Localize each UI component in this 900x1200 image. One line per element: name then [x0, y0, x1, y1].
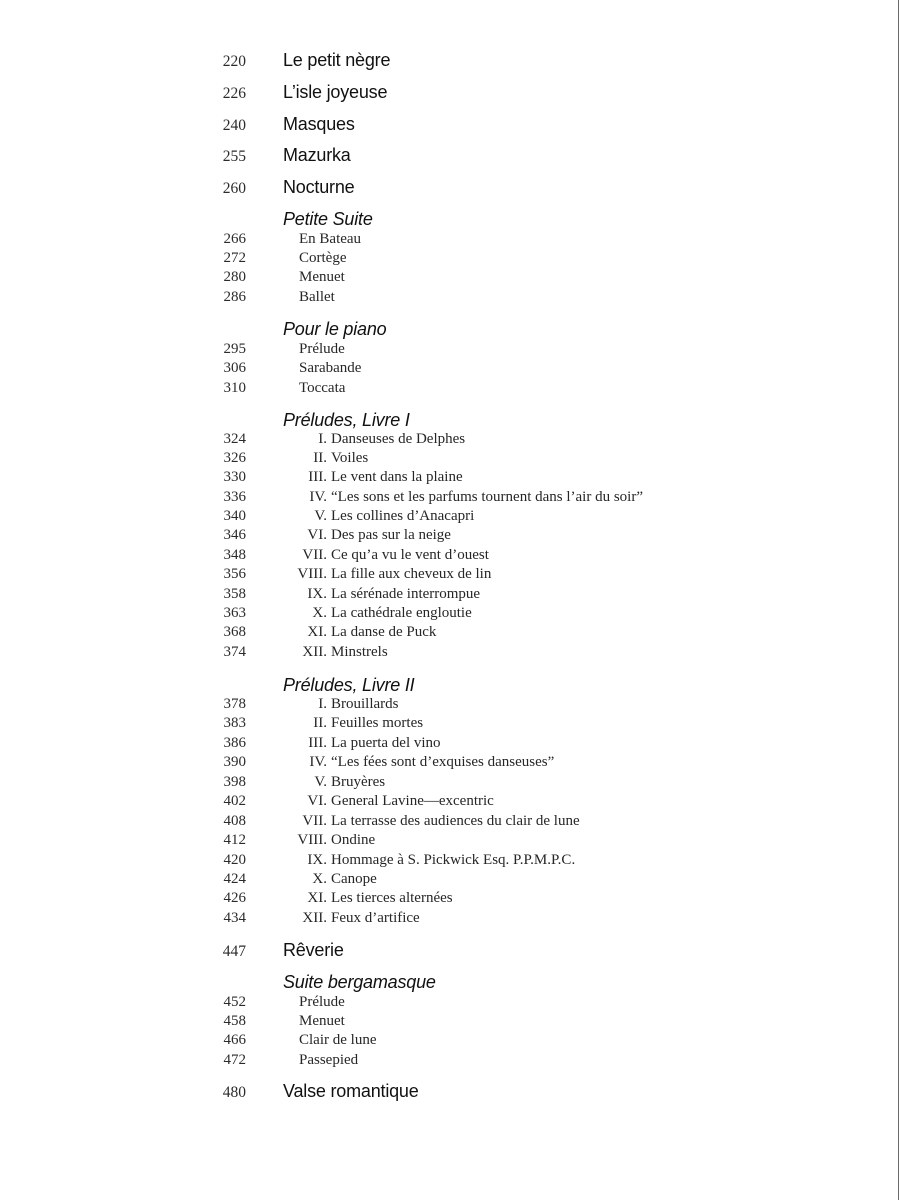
prelude-number: I. [318, 431, 327, 447]
page-number: 266 [223, 231, 246, 247]
page-number: 326 [223, 450, 246, 466]
page-number: 426 [223, 890, 246, 906]
group-heading-preludes-livre-1: Préludes, Livre I [283, 410, 410, 430]
prelude-number: II. [313, 715, 327, 731]
group-heading-petite-suite: Petite Suite [283, 209, 373, 229]
page-number: 378 [223, 696, 246, 712]
prelude-number: III. [308, 469, 327, 485]
page-number: 240 [222, 117, 246, 134]
entry-title: La terrasse des audiences du clair de lune [331, 813, 580, 829]
entry-title: Passepied [299, 1052, 359, 1068]
entry-title: Danseuses de Delphes [331, 431, 466, 447]
page-number: 472 [223, 1052, 246, 1068]
entry-title: Les tierces alternées [331, 890, 453, 906]
entry-title: La fille aux cheveux de lin [331, 566, 492, 582]
entry-title: Les collines d’Anacapri [331, 508, 475, 524]
page-number: 480 [222, 1084, 246, 1101]
prelude-number: IX. [307, 586, 327, 602]
prelude-number: IX. [307, 852, 327, 868]
entry-title: Toccata [299, 380, 346, 396]
entry-title: La puerta del vino [331, 735, 441, 751]
prelude-number: VII. [302, 813, 327, 829]
entry-title: Masques [283, 114, 355, 134]
page-number: 310 [223, 380, 246, 396]
entry-title: Voiles [331, 450, 369, 466]
entry-title: Valse romantique [283, 1081, 419, 1101]
page-number: 255 [222, 148, 246, 165]
entry-title: “Les fées sont d’exquises danseuses” [331, 754, 555, 770]
prelude-number: XI. [307, 624, 327, 640]
prelude-number: XII. [302, 910, 327, 926]
entry-title: Prélude [299, 341, 345, 357]
entry-title: La cathédrale engloutie [331, 605, 472, 621]
entry-title: Menuet [299, 1013, 345, 1029]
page-number: 330 [223, 469, 246, 485]
page-number: 272 [223, 250, 246, 266]
page-number: 368 [223, 624, 246, 640]
page-number: 340 [223, 508, 246, 524]
prelude-number: XII. [302, 644, 327, 660]
page-number: 452 [223, 994, 246, 1010]
entry-title: “Les sons et les parfums tournent dans l’air du soir” [331, 489, 644, 505]
page-number: 346 [223, 527, 246, 543]
entry-title: Ondine [331, 832, 376, 848]
page-number: 336 [223, 489, 246, 505]
page-edge [898, 0, 899, 1200]
entry-title: Brouillards [331, 696, 399, 712]
prelude-number: VIII. [297, 832, 327, 848]
page-number: 386 [223, 735, 246, 751]
prelude-number: IV. [309, 754, 327, 770]
page-number: 398 [223, 774, 246, 790]
page-number: 466 [223, 1032, 246, 1048]
group-heading-pour-le-piano: Pour le piano [283, 319, 387, 339]
prelude-number: X. [312, 605, 327, 621]
page-number: 280 [223, 269, 246, 285]
prelude-number: VI. [307, 793, 327, 809]
entry-title: Rêverie [283, 940, 344, 960]
prelude-number: I. [318, 696, 327, 712]
group-heading-suite-bergamasque: Suite bergamasque [283, 972, 436, 992]
page-number: 408 [223, 813, 246, 829]
entry-title: Clair de lune [299, 1032, 377, 1048]
page-number: 220 [222, 53, 246, 70]
page-number: 363 [223, 605, 246, 621]
page-number: 348 [223, 547, 246, 563]
entry-title: Ce qu’a vu le vent d’ouest [331, 547, 489, 563]
prelude-number: V. [314, 508, 327, 524]
entry-title: La danse de Puck [331, 624, 437, 640]
prelude-number: VI. [307, 527, 327, 543]
entry-title: Le petit nègre [283, 50, 391, 70]
page-number: 412 [223, 832, 246, 848]
entry-title: Canope [331, 871, 377, 887]
entry-title: Ballet [299, 289, 335, 305]
page-number: 434 [223, 910, 246, 926]
entry-title: Minstrels [331, 644, 388, 660]
entry-title: Menuet [299, 269, 345, 285]
page-number: 447 [222, 943, 246, 960]
entry-title: Feuilles mortes [331, 715, 424, 731]
page-number: 383 [223, 715, 246, 731]
prelude-number: VIII. [297, 566, 327, 582]
prelude-number: III. [308, 735, 327, 751]
entry-title: Cortège [299, 250, 347, 266]
page-number: 374 [223, 644, 246, 660]
entry-title: Bruyères [331, 774, 386, 790]
entry-title: La sérénade interrompue [331, 586, 481, 602]
page-number: 356 [223, 566, 246, 582]
entry-title: Feux d’artifice [331, 910, 420, 926]
entry-title: Prélude [299, 994, 345, 1010]
page-number: 420 [223, 852, 246, 868]
entry-title: Hommage à S. Pickwick Esq. P.P.M.P.C. [331, 852, 576, 868]
prelude-number: IV. [309, 489, 327, 505]
page-number: 226 [222, 85, 246, 102]
group-heading-preludes-livre-2: Préludes, Livre II [283, 675, 415, 695]
page-number: 458 [223, 1013, 246, 1029]
entry-title: Mazurka [283, 145, 351, 165]
page-number: 295 [223, 341, 246, 357]
page-number: 324 [223, 431, 246, 447]
entry-title: Le vent dans la plaine [331, 469, 463, 485]
prelude-number: VII. [302, 547, 327, 563]
entry-title: Sarabande [299, 360, 362, 376]
entry-title: En Bateau [299, 231, 362, 247]
prelude-number: X. [312, 871, 327, 887]
page-number: 306 [223, 360, 246, 376]
entry-title: L’isle joyeuse [283, 82, 388, 102]
page-number: 260 [222, 180, 246, 197]
page-number: 358 [223, 586, 246, 602]
prelude-number: XI. [307, 890, 327, 906]
prelude-number: V. [314, 774, 327, 790]
page-number: 402 [223, 793, 246, 809]
page-number: 390 [223, 754, 246, 770]
entry-title: Nocturne [283, 177, 355, 197]
page-number: 424 [223, 871, 246, 887]
entry-title: General Lavine—excentric [331, 793, 494, 809]
page-number: 286 [223, 289, 246, 305]
entry-title: Des pas sur la neige [331, 527, 451, 543]
prelude-number: II. [313, 450, 327, 466]
